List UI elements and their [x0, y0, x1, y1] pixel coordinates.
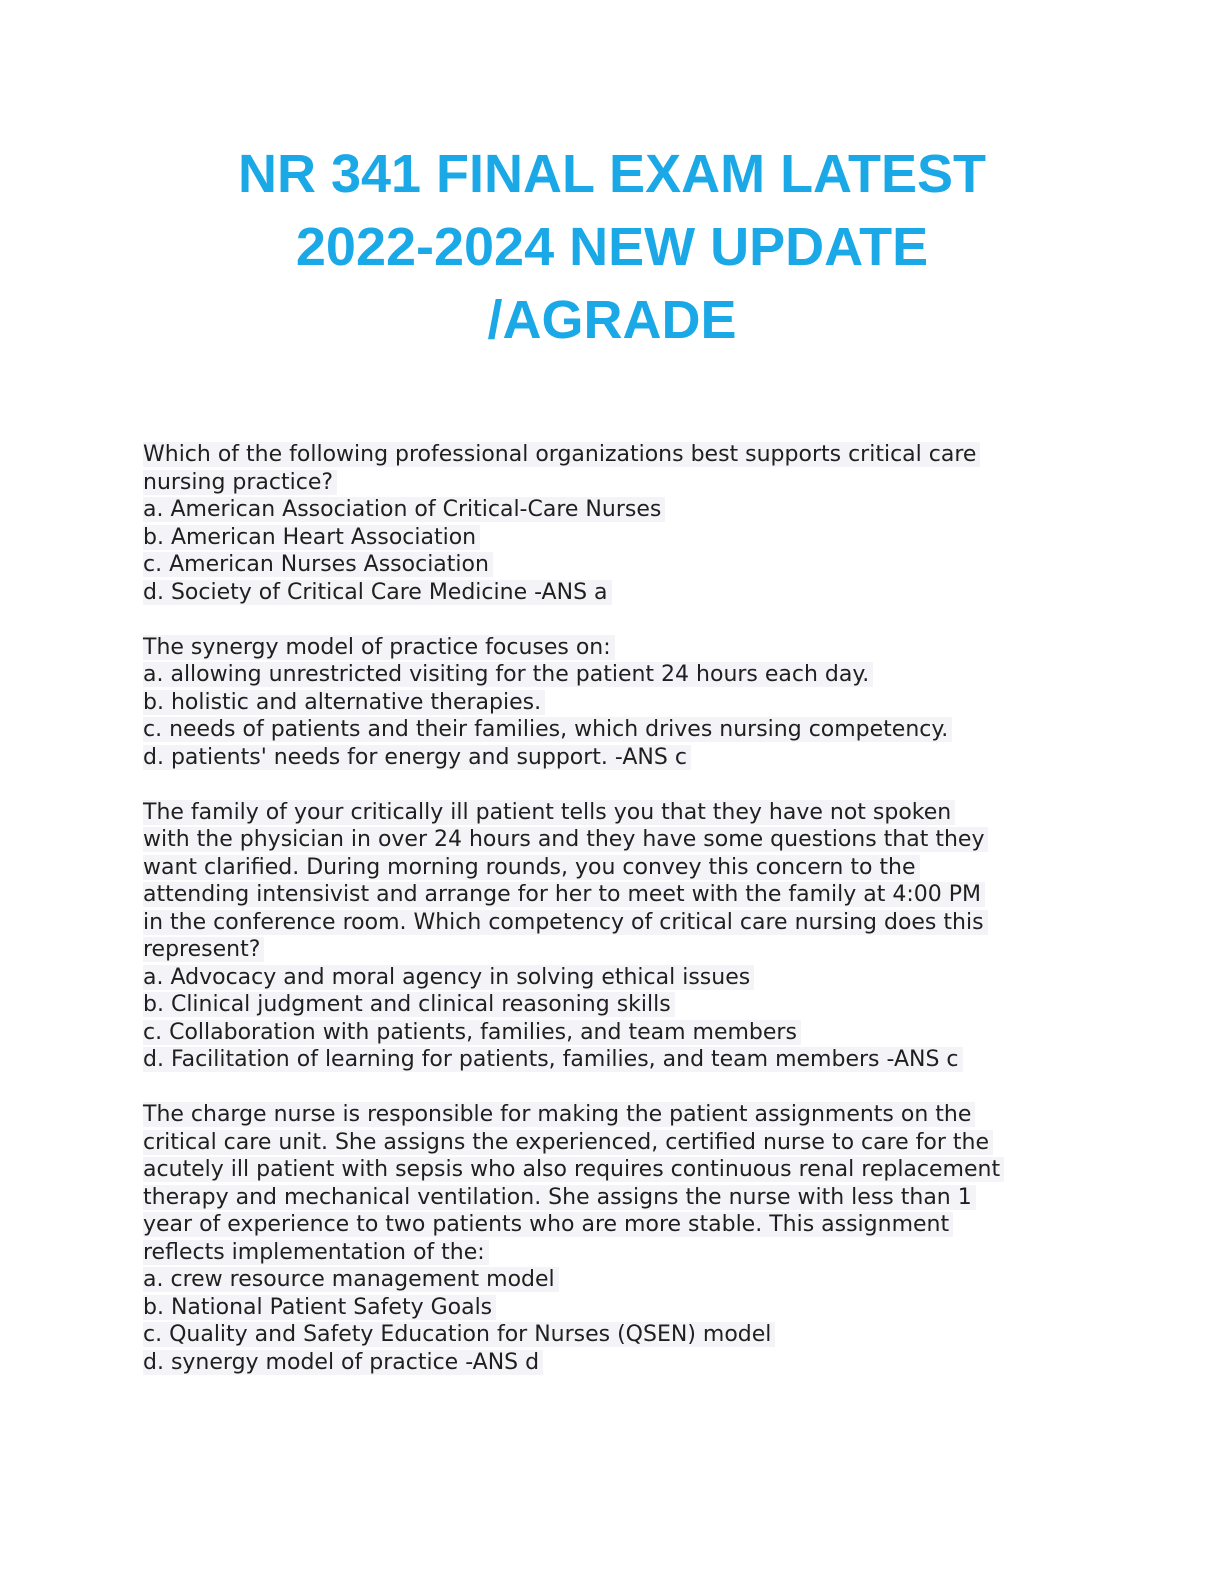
question-3-stem-line-4: attending intensivist and arrange for her to meet with the family at 4:00 PM	[143, 882, 985, 907]
question-2	[143, 634, 1083, 772]
question-4-stem-line-5: year of experience to two patients who are more stable. This assignment	[143, 1212, 953, 1237]
question-4-stem-line-4: therapy and mechanical ventilation. She assigns the nurse with less than 1	[143, 1185, 976, 1210]
title-line-2: 2022-2024 NEW UPDATE	[295, 217, 929, 277]
question-2-option-d-answer: d. patients' needs for energy and support. -ANS c	[143, 745, 691, 770]
question-1-option-a: a. American Association of Critical-Care Nurses	[143, 497, 665, 522]
question-1	[143, 441, 1083, 606]
question-1-option-b: b. American Heart Association	[143, 525, 480, 550]
question-4-stem-line-2: critical care unit. She assigns the experienced, certified nurse to care for the	[143, 1130, 993, 1155]
question-4-option-a: a. crew resource management model	[143, 1267, 559, 1292]
question-4-stem-line-3: acutely ill patient with sepsis who also requires continuous renal replacement	[143, 1157, 1004, 1182]
question-4	[143, 1101, 1083, 1376]
question-1-option-d-answer: d. Society of Critical Care Medicine -ANS a	[143, 580, 612, 605]
question-4-option-b: b. National Patient Safety Goals	[143, 1295, 496, 1320]
question-3-stem-line-6: represent?	[143, 937, 264, 962]
title-line-1: NR 341 FINAL EXAM LATEST	[237, 144, 987, 204]
questions-list	[143, 441, 1083, 1404]
question-4-option-d-answer: d. synergy model of practice -ANS d	[143, 1350, 543, 1375]
question-3-stem-line-3: want clarified. During morning rounds, you convey this concern to the	[143, 855, 920, 880]
question-4-stem-line-6: reflects implementation of the:	[143, 1240, 489, 1265]
question-2-option-a: a. allowing unrestricted visiting for the patient 24 hours each day.	[143, 662, 873, 687]
question-3-stem-line-2: with the physician in over 24 hours and they have some questions that they	[143, 827, 988, 852]
question-3-stem-line-5: in the conference room. Which competency of critical care nursing does this	[143, 910, 988, 935]
question-3-stem-line-1: The family of your critically ill patient tells you that they have not spoken	[143, 800, 955, 825]
question-1-option-c: c. American Nurses Association	[143, 552, 493, 577]
question-2-stem-line-1: The synergy model of practice focuses on:	[143, 635, 615, 660]
question-3-option-d-answer: d. Facilitation of learning for patients, families, and team members -ANS c	[143, 1047, 963, 1072]
question-2-option-b: b. holistic and alternative therapies.	[143, 690, 545, 715]
title-line-3: /AGRADE	[487, 290, 737, 350]
question-3-option-c: c. Collaboration with patients, families, and team members	[143, 1020, 801, 1045]
question-4-stem-line-1: The charge nurse is responsible for making the patient assignments on the	[143, 1102, 975, 1127]
question-1-stem-line-2: nursing practice?	[143, 470, 337, 495]
document-title	[0, 138, 1224, 357]
question-3-option-b: b. Clinical judgment and clinical reasoning skills	[143, 992, 675, 1017]
question-2-option-c: c. needs of patients and their families, which drives nursing competency.	[143, 717, 952, 742]
question-3-option-a: a. Advocacy and moral agency in solving ethical issues	[143, 965, 754, 990]
question-3	[143, 799, 1083, 1074]
question-4-option-c: c. Quality and Safety Education for Nurses (QSEN) model	[143, 1322, 775, 1347]
question-1-stem-line-1: Which of the following professional organizations best supports critical care	[143, 442, 980, 467]
